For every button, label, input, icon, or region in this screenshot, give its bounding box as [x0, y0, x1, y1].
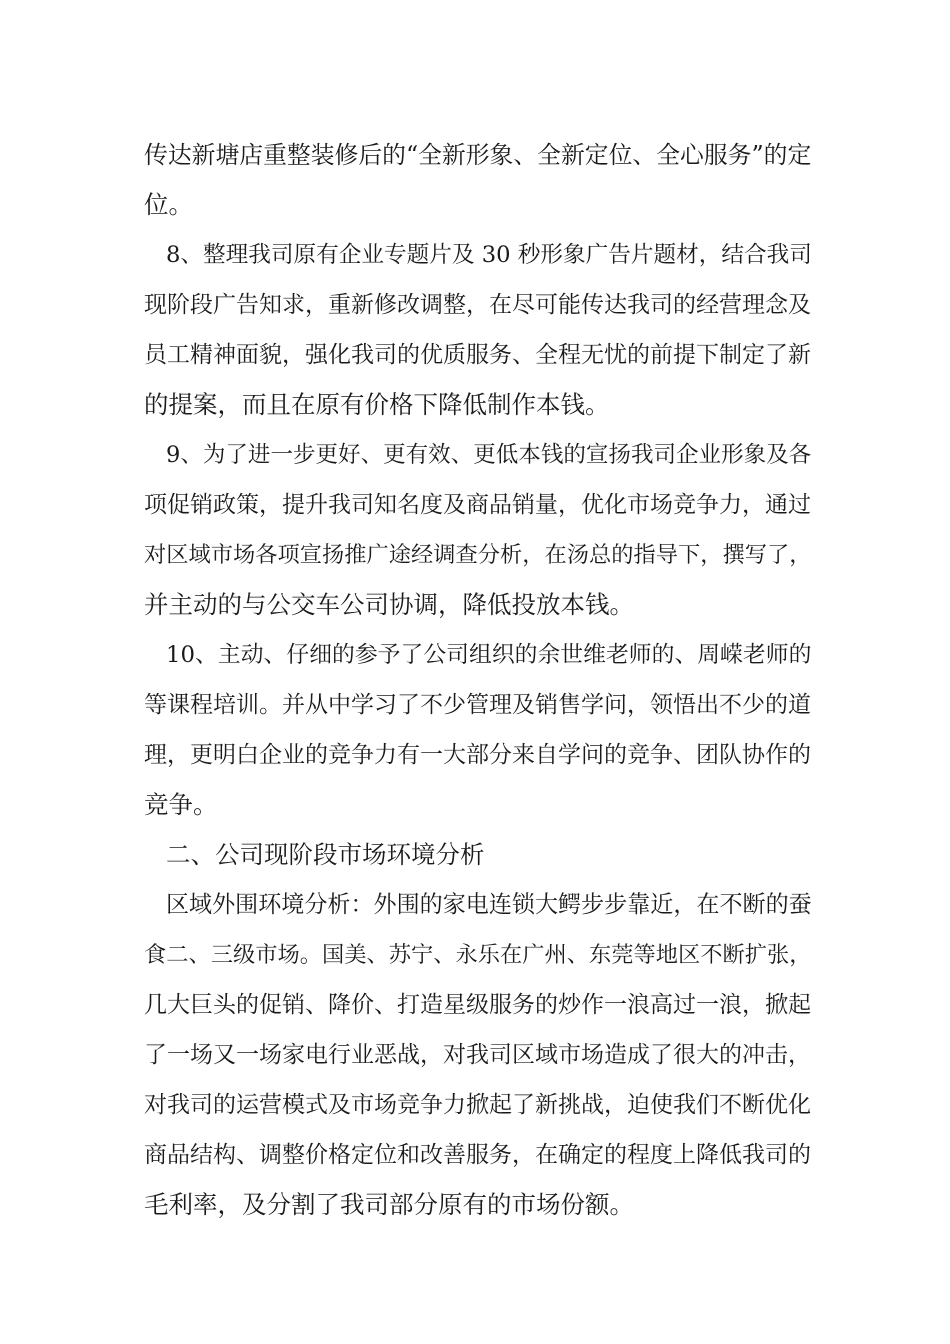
text-line: 几大巨头的促销、降价、打造星级服务的炒作一浪高过一浪，掀起 — [144, 992, 811, 1018]
text-line: 位。 — [144, 190, 193, 219]
text-line: 理，更明白企业的竞争力有一大部分来自学问的竞争、团队协作的 — [144, 742, 811, 768]
text-line: 8、整理我司原有企业专题片及 30 秒形象广告片题材，结合我司 — [166, 242, 812, 268]
text-line: 区域外围环境分析：外围的家电连锁大鳄步步靠近，在不断的蚕 — [166, 892, 812, 918]
text-line: 食二、三级市场。国美、苏宁、永乐在广州、东莞等地区不断扩张， — [144, 942, 812, 968]
section-heading: 二、公司现阶段市场环境分析 — [166, 840, 485, 869]
text-line: 9、为了进一步更好、更有效、更低本钱的宣扬我司企业形象及各 — [166, 442, 812, 468]
text-line: 的提案，而且在原有价格下降低制作本钱。 — [144, 390, 610, 419]
text-line: 竞争。 — [144, 790, 218, 819]
text-line: 传达新塘店重整装修后的“全新形象、全新定位、全心服务”的定 — [144, 141, 812, 169]
text-line: 10、主动、仔细的参予了公司组织的余世维老师的、周嵘老师的 — [166, 642, 812, 668]
text-line: 了一场又一场家电行业恶战，对我司区域市场造成了很大的冲击， — [144, 1042, 811, 1068]
text-line: 并主动的与公交车公司协调，降低投放本钱。 — [144, 590, 634, 619]
text-line: 员工精神面貌，强化我司的优质服务、全程无忧的前提下制定了新 — [144, 342, 811, 368]
text-line: 商品结构、调整价格定位和改善服务，在确定的程度上降低我司的 — [144, 1142, 811, 1168]
text-line: 等课程培训。并从中学习了不少管理及销售学问，领悟出不少的道 — [144, 692, 811, 718]
text-line: 现阶段广告知求，重新修改调整，在尽可能传达我司的经营理念及 — [144, 292, 811, 318]
text-line: 对区域市场各项宣扬推广途经调查分析，在汤总的指导下，撰写了， — [144, 542, 812, 568]
text-line: 对我司的运营模式及市场竞争力掀起了新挑战，迫使我们不断优化 — [144, 1092, 811, 1118]
text-line: 项促销政策，提升我司知名度及商品销量，优化市场竞争力，通过 — [144, 492, 811, 518]
text-line: 毛利率，及分割了我司部分原有的市场份额。 — [144, 1190, 634, 1219]
document-body — [144, 130, 812, 1230]
